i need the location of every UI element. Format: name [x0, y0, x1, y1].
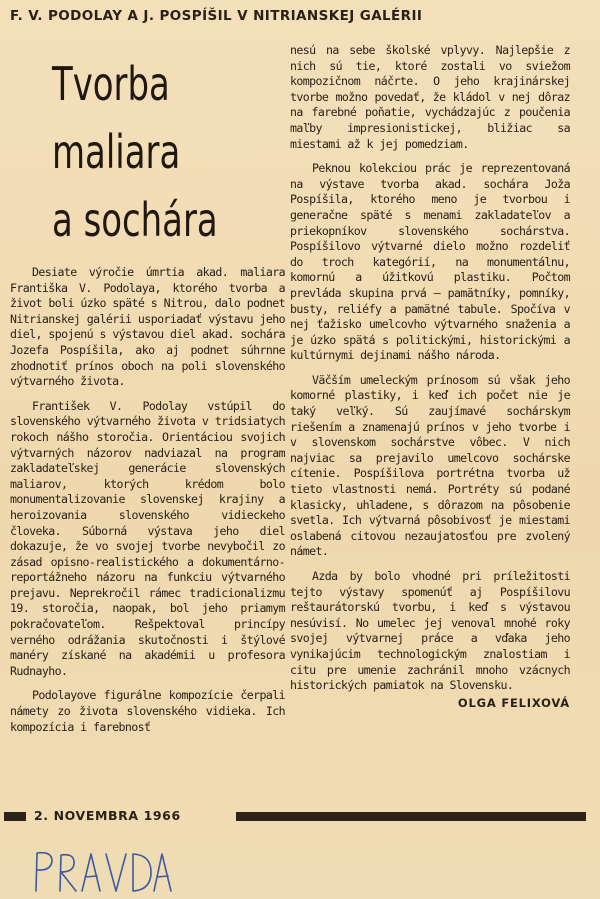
left-column [10, 265, 285, 735]
paragraph: nesú na sebe školské vplyvy. Najlepšie z nich sú tie, ktoré zostali vo sviežom kompozičnom náčrte. O jeho krajinárskej tvorbe možno povedať, že kládol v nej dôraz na farebné poňatie, vychádzajúc z poučenia maľby impresionistickej, bližiac sa miestami až k jej pomedziam. [290, 43, 570, 151]
right-column [290, 43, 570, 711]
headline-line-1: Tvorba [52, 57, 170, 111]
headline-line-2: maliara [52, 125, 181, 179]
paragraph: Väčším umeleckým prínosom sú však jeho komorné plastiky, i keď ich počet nie je taký veľký. Sú zaujímavé sochárskym riešením a znamenajú prínos v jeho tvorbe i v slovenskom sochárstve vôbec. V nich najviac sa prejavilo umelcovo sochárske cítenie. Pospíšilova portrétna tvorba už tieto vlastnosti nemá. Portréty sú podané klasicky, uhladene, s dôrazom na pôsobenie svetla. Ich výtvarná pôsobivosť je miestami oslabená citovou nezaujatosťou pre zvolený námet. [290, 372, 570, 559]
paragraph: Peknou kolekciou prác je reprezentovaná na výstave tvorba akad. sochára Joža Pospíšila, ktorého meno je tvorbou i generačne späté s menami zakladateľov a priekopníkov slovenského sochárstva. Pospíšilovo výtvarné dielo možno rozdeliť do troch kategórií, na monumentálnu, komornú a úžitkovú plastiku. Počtom prevláda skupina prvá — pamätníky, pomníky, busty, reliéfy a pamätné tabule. Spočíva v nej ťažisko umelcovho výtvarného snaženia a je úzko spätá s politickými, historickými a kultúrnymi dejinami nášho národa. [290, 161, 570, 363]
publication-date: 2. NOVEMBRA 1966 [34, 808, 181, 823]
handwritten-pravda-icon [30, 845, 175, 895]
author-signature: OLGA FELIXOVÁ [457, 695, 570, 710]
article-headline [52, 50, 224, 254]
paragraph: Desiate výročie úmrtia akad. maliara Františka V. Podolaya, ktorého tvorba a život boli úzko späté s Nitrou, dalo podnet Nitrianskej galérii usporiadať výstavu jeho diel, spojenú s výstavou diel akad. sochára Jozefa Pospíšila, ako aj podnet súhrnne zhodnotiť prínos oboch na poli slovenského výtvarného života. [10, 265, 285, 389]
handwritten-source-note [30, 845, 175, 895]
paragraph: Podolayove figurálne kompozície čerpali námety zo života slovenského vidieka. Ich kompozícia i farebnosť [10, 688, 285, 734]
handwritten-text [30, 845, 31, 846]
dateline [4, 808, 590, 824]
paragraph: František V. Podolay vstúpil do slovenského výtvarného života v tridsiatych rokoch nášho storočia. Orientáciou svojich výtvarných názorov nadviazal na program zakladateľskej generácie slovenských maliarov, ktorých krédom bolo monumentalizovanie slovenskej krajiny a heroizovania slovenského vidieckeho človeka. Súborná výstava jeho diel dokazuje, že vo svojej tvorbe nevybočil zo zásad opisno-realistického a dokumentárno-reportážneho názoru na funkciu výtvarného prejavu. Neprekročil rámec tradicionalizmu 19. storočia, naopak, bol jeho priamym pokračovateľom. Rešpektoval princípy verného odrážania skutočnosti i štýlové manéry získané na akadémii u profesora Rudnayho. [10, 398, 285, 678]
dateline-rule-right [236, 812, 586, 821]
dateline-rule-left [4, 812, 26, 821]
headline-line-3: a sochára [52, 193, 218, 247]
paragraph: Azda by bolo vhodné pri príležitosti tejto výstavy spomenúť aj Pospíšilovu reštaurátorskú tvorbu, i keď s výstavou nesúvisí. No umelec jej venoval mnohé roky svojej výtvarnej práce a vďaka jeho vynikajúcim technologickým znalostiam i citu pre umenie zachránil mnoho vzácnych historických pamiatok na Slovensku. [290, 569, 570, 693]
article-kicker: F. V. PODOLAY A J. POSPÍŠIL V NITRIANSKEJ GALÉRII [10, 8, 423, 24]
